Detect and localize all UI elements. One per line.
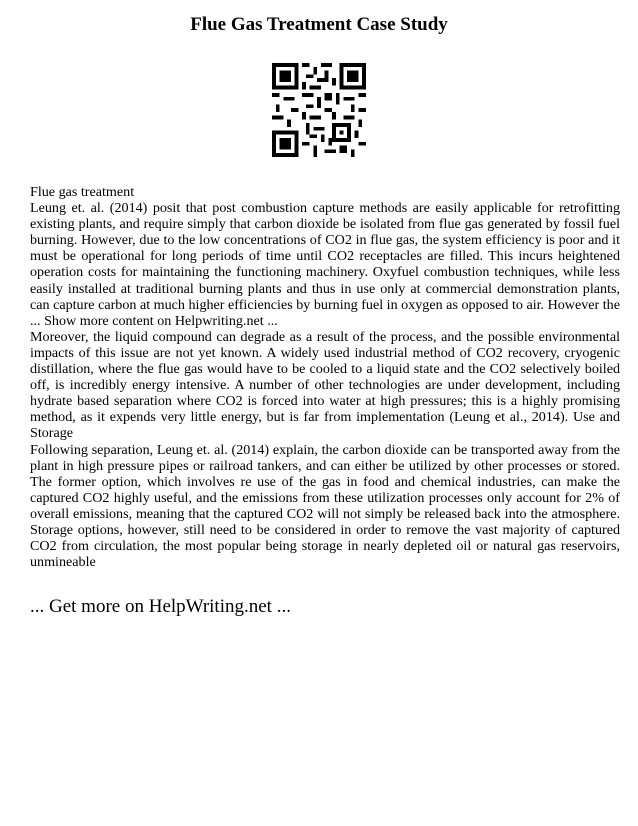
body-text	[30, 184, 620, 570]
document-title: Flue Gas Treatment Case Study	[190, 14, 448, 35]
get-more-link[interactable]: ... Get more on HelpWriting.net ...	[30, 596, 291, 617]
paragraph: Following separation, Leung et. al. (2014) explain, the carbon dioxide can be transported away from the plant in high pressure pipes or railroad tankers, and can either be utilized by other processes or stored. The former option, which involves re use of the gas in food and chemical industries, can make the captured CO2 highly useful, and the emissions from these utilization processes only account for 2% of overall emissions, meaning that the captured CO2 will not simply be released back into the atmosphere. Storage options, however, still need to be considered in order to remove the vast majority of captured CO2 from circulation, the most popular being storage in nearly depleted oil or natural gas reservoirs, unmineable	[30, 441, 620, 571]
section-heading: Flue gas treatment	[30, 184, 135, 200]
paragraph: Leung et. al. (2014) posit that post combustion capture methods are easily applicable for retrofitting existing plants, and require simply that carbon dioxide be isolated from flue gas generated by fossil fuel burning. However, due to the low concentrations of CO2 in flue gas, the system efficiency is poor and it must be operational for long periods of time until CO2 receptacles are filled. This incurs heightened operation costs for maintaining the functioning machinery. Oxyfuel combustion techniques, while less easily installed at traditional burning plants and thus in use only at commercial demonstration plants, can capture carbon at much higher efficiencies by burning fuel in oxygen as opposed to air. However the ... Show more content on Helpwriting.net ...	[30, 200, 620, 329]
qr-code-icon	[272, 63, 366, 157]
paragraph: Moreover, the liquid compound can degrade as a result of the process, and the possible environmental impacts of this issue are not yet known. A widely used industrial method of CO2 recovery, cryogenic distillation, where the flue gas would have to be cooled to a liquid state and the CO2 selectively boiled off, is incredibly energy intensive. A number of other technologies are under development, including hydrate based separation where CO2 is forced into water at high pressures; this is a highly promising method, as it expends very little energy, but is far from implementation (Leung et al., 2014). Use and Storage	[30, 328, 620, 442]
